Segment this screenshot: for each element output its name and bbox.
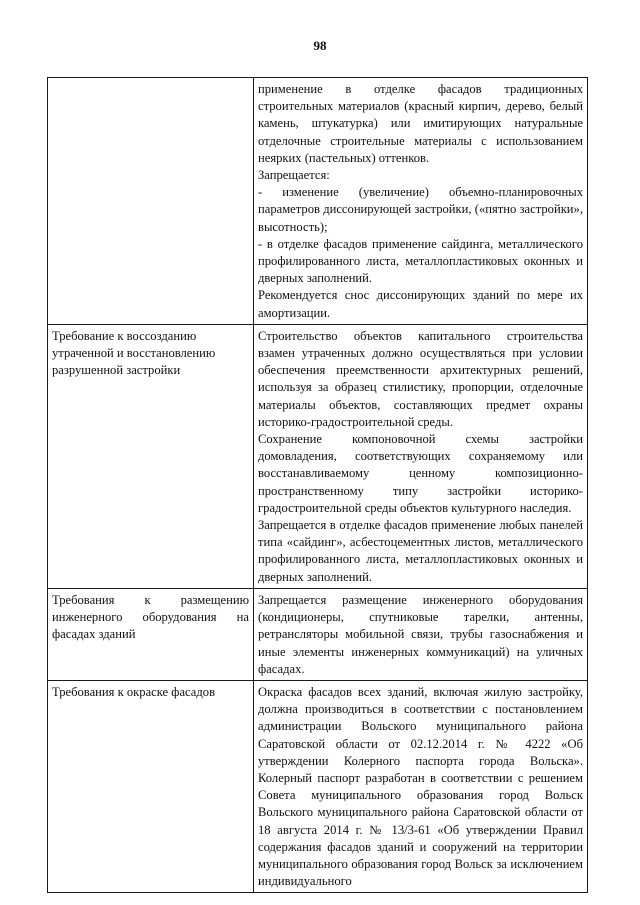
paragraph: Строительство объектов капитального строительства взамен утраченных должно осуществляться при условии обеспечения преемственности архитектурных решений, используя за образец стилистику, пропорции, отделочные материалы объектов, составляющих предмет охраны историко-градостроительной среды. bbox=[258, 328, 583, 429]
description-cell bbox=[254, 680, 588, 892]
page-number: 98 bbox=[313, 38, 327, 53]
paragraph: Окраска фасадов всех зданий, включая жилую застройку, должна производиться в соответствии с постановлением администрации Вольского муниципального района Саратовской области от 02.12.2014 г. № 4222 «Об утверждении Колерного паспорта города Вольска». Колерный паспорт разработан в соответствии с решением Совета муниципального образования город Вольск Вольского муниципального района Саратовской области от 18 августа 2014 г. № 13/3-61 «Об утверждении Правил содержания фасадов зданий и сооружений на территории муниципального образования город Вольск за исключением индивидуального bbox=[258, 684, 583, 889]
requirement-cell: Требования к окраске фасадов bbox=[48, 680, 254, 892]
paragraph: применение в отделке фасадов традиционных строительных материалов (красный кирпич, дерево, белый камень, штукатурка) или имитирующих натуральные отделочные строительные материалы с использованием неярких (пастельных) оттенков. bbox=[258, 82, 583, 165]
paragraph: Рекомендуется снос диссонирующих зданий по мере их амортизации. bbox=[258, 288, 583, 320]
paragraph: Запрещается: bbox=[258, 168, 330, 183]
description-cell bbox=[254, 324, 588, 588]
paragraph: - в отделке фасадов применение сайдинга, металлического профилированного листа, металлопластиковых оконных и дверных заполнений. bbox=[258, 236, 583, 286]
paragraph: Запрещается в отделке фасадов применение любых панелей типа «сайдинг», асбестоцементных листов, металлического профилированного листа, металлопластиковых оконных и дверных заполнений. bbox=[258, 518, 583, 584]
paragraph: Запрещается размещение инженерного оборудования (кондиционеры, спутниковые тарелки, антенны, ретрансляторы мобильной связи, трубы газоснабжения и иные элементы инженерных коммуникаций) на уличных фасадах. bbox=[258, 592, 583, 676]
paragraph: - изменение (увеличение) объемно-планировочных параметров диссонирующей застройки, («пятно застройки», высотность); bbox=[258, 185, 583, 234]
requirement-cell bbox=[48, 78, 254, 325]
requirements-table bbox=[47, 77, 588, 893]
requirement-cell: Требования к размещению инженерного оборудования на фасадах зданий bbox=[48, 588, 254, 680]
requirement-cell: Требование к воссозданию утраченной и восстановлению разрушенной застройки bbox=[48, 324, 254, 588]
table-row bbox=[48, 78, 588, 325]
table-row bbox=[48, 680, 588, 892]
paragraph: Сохранение компоновочной схемы застройки домовладения, соответствующих сохраняемому или восстанавливаемому ценному композиционно-пространственному типу застройки историко-градостроительной среды объектов культурного наследия. bbox=[258, 432, 583, 515]
table-row bbox=[48, 324, 588, 588]
table-row bbox=[48, 588, 588, 680]
description-cell bbox=[254, 78, 588, 325]
description-cell bbox=[254, 588, 588, 680]
